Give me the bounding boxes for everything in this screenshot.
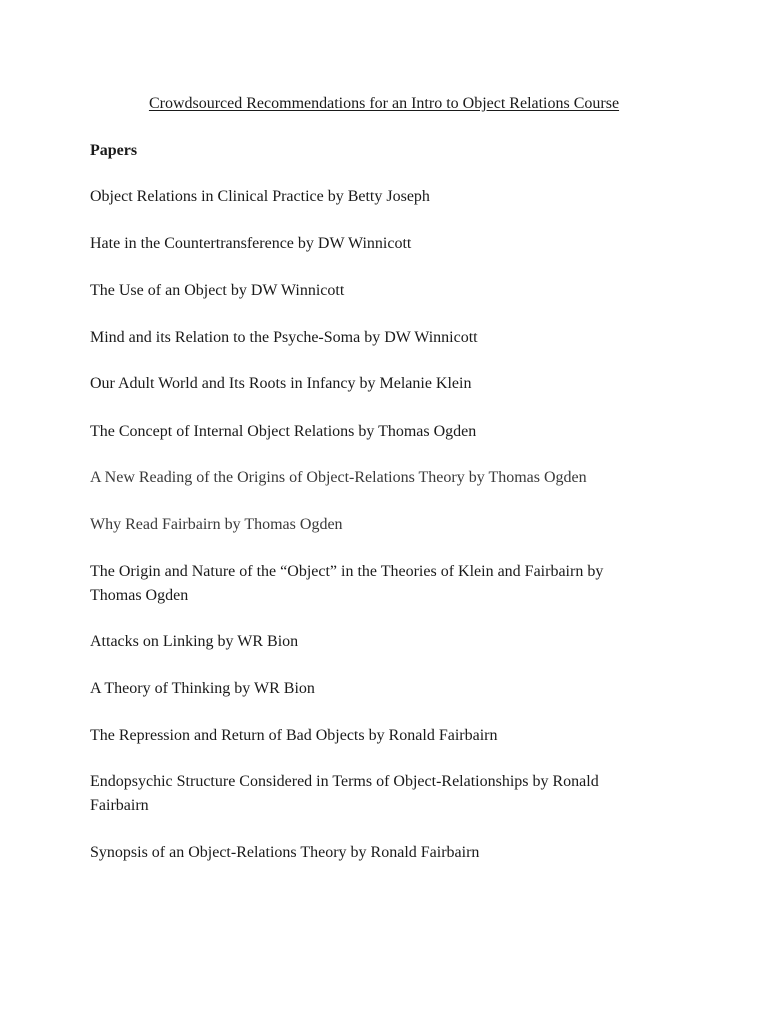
paper-entry: Synopsis of an Object-Relations Theory by Ronald Fairbairn [90, 844, 480, 861]
paper-entry: Hate in the Countertransference by DW Winnicott [90, 235, 412, 252]
paper-entry-multiline [90, 560, 660, 607]
paper-entry: Why Read Fairbairn by Thomas Ogden [90, 516, 343, 533]
paper-entry: A New Reading of the Origins of Object-Relations Theory by Thomas Ogden [90, 469, 587, 486]
paper-entry: The Concept of Internal Object Relations by Thomas Ogden [90, 423, 477, 440]
paper-entry-line: Thomas Ogden [90, 586, 189, 604]
paper-entry: The Repression and Return of Bad Objects by Ronald Fairbairn [90, 727, 498, 744]
paper-entry-line: Fairbairn [90, 796, 149, 814]
section-heading-papers: Papers [90, 142, 138, 159]
paper-entry: Mind and its Relation to the Psyche-Soma by DW Winnicott [90, 329, 478, 346]
paper-entry: Object Relations in Clinical Practice by Betty Joseph [90, 188, 430, 205]
paper-entry-line: Endopsychic Structure Considered in Terms of Object-Relationships by Ronald [90, 773, 599, 790]
paper-entry: Attacks on Linking by WR Bion [90, 633, 299, 650]
paper-entry-line: The Origin and Nature of the “Object” in the Theories of Klein and Fairbairn by [90, 563, 604, 580]
paper-entry-multiline [90, 770, 660, 817]
paper-entry: A Theory of Thinking by WR Bion [90, 680, 315, 697]
document-title: Crowdsourced Recommendations for an Intro to Object Relations Course [148, 95, 620, 112]
paper-entry: Our Adult World and Its Roots in Infancy by Melanie Klein [90, 375, 472, 392]
paper-entry: The Use of an Object by DW Winnicott [90, 282, 345, 299]
